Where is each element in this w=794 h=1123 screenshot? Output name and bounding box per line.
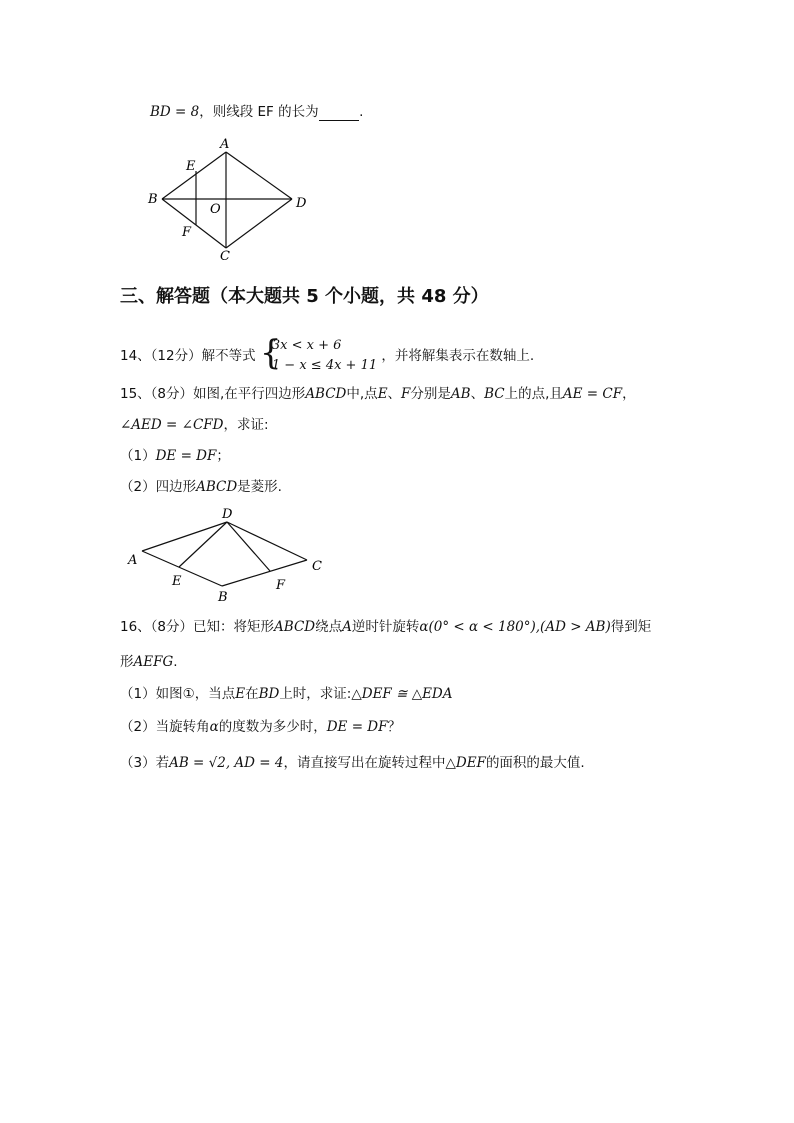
q15-text-c: 分别是 <box>410 386 451 402</box>
q15-text-d: 上的点,且 <box>504 386 563 402</box>
edge-ad <box>226 152 292 199</box>
q15-e: E <box>377 386 388 402</box>
q14-ineq2: 1 − x ≤ 4x + 11 <box>271 358 378 373</box>
q15-p1-end: ； <box>216 448 230 464</box>
label-b: B <box>148 192 158 207</box>
q16-p3-tri: △DEF <box>445 755 486 771</box>
edge-ba <box>142 551 222 586</box>
label-e: E <box>172 574 182 589</box>
q16-text-d: 得到矩 <box>610 619 652 635</box>
q15-prove: ，求证: <box>223 417 269 433</box>
edge-dc <box>227 522 307 560</box>
q16-line2 <box>120 653 178 671</box>
label-a: A <box>220 137 230 152</box>
label-c: C <box>312 559 322 574</box>
edge-ad <box>142 522 227 551</box>
segment-de <box>179 522 227 567</box>
label-d: D <box>222 507 233 522</box>
q16-p3-a: （3）若 <box>120 755 170 771</box>
q16-alpha-range: α(0° < α < 180°),(AD > AB) <box>419 619 611 635</box>
label-b: B <box>218 590 228 605</box>
q16-part1 <box>120 685 453 703</box>
q15-p2-expr: ABCD <box>196 479 238 495</box>
q16-p3-b: ，请直接写出在旋转过程中 <box>283 755 446 771</box>
q16-text-a: 16、（8分）已知：将矩形 <box>120 619 275 635</box>
q15-text-b: 中,点 <box>346 386 378 402</box>
q15-p2-label: （2）四边形 <box>120 479 197 495</box>
q15-part1 <box>120 447 230 465</box>
q15-cond: AE = CF <box>562 386 623 402</box>
q15-line2 <box>120 416 269 434</box>
q13-blank: ______ <box>318 104 360 120</box>
q16-period: . <box>173 654 178 670</box>
q15-abcd: ABCD <box>305 386 347 402</box>
q13-text: ，则线段 EF 的长为 <box>199 104 319 120</box>
q16-line1 <box>120 618 651 636</box>
q16-aefg: AEFG <box>133 654 174 670</box>
label-o: O <box>210 202 221 217</box>
q16-p1-expr: △DEF ≅ △EDA <box>351 686 453 702</box>
q15-angle: ∠AED = ∠CFD <box>120 417 224 433</box>
brace-icon: { <box>259 333 282 373</box>
q16-p3-c: 的面积的最大值. <box>485 755 585 771</box>
q16-p2-expr: DE = DF <box>326 719 388 735</box>
q16-p1-b: 在 <box>245 686 259 702</box>
label-d: D <box>296 196 307 211</box>
q14-ineq1: 3x < x + 6 <box>271 338 342 353</box>
q15-bc: BC <box>484 386 505 402</box>
q15-p1-expr: DE = DF <box>155 448 217 464</box>
label-f: F <box>182 225 192 240</box>
q16-abcd: ABCD <box>274 619 316 635</box>
q13-expr: BD = 8 <box>150 104 200 120</box>
label-f: F <box>276 578 286 593</box>
q13-tail-line <box>150 103 363 121</box>
q15-p2-end: 是菱形. <box>237 479 282 495</box>
q16-p2-alpha: α <box>209 719 219 735</box>
q16-p2-b: 的度数为多少时， <box>218 719 327 735</box>
q15-p1-label: （1） <box>120 448 156 464</box>
q15-text-a: 15、（8分）如图,在平行四边形 <box>120 386 306 402</box>
q15-line1 <box>120 385 636 403</box>
q16-p1-c: 上时，求证: <box>279 686 352 702</box>
q16-part2 <box>120 718 401 736</box>
edge-cd <box>226 199 292 248</box>
q16-a: A <box>342 619 352 635</box>
q14-line <box>120 333 535 376</box>
q16-p3-expr: AB = √2, AD = 4 <box>169 755 284 771</box>
q15-part2 <box>120 478 282 496</box>
q16-p1-bd: BD <box>258 686 280 702</box>
q16-p1-e: E <box>235 686 246 702</box>
q16-part3 <box>120 754 585 772</box>
q15-sep: 、 <box>387 386 402 402</box>
q16-p2-a: （2）当旋转角 <box>120 719 210 735</box>
figure-rhombus <box>140 135 320 265</box>
q16-p2-c: ？ <box>387 719 401 735</box>
q15-ab: AB <box>450 386 471 402</box>
q15-f: F <box>401 386 411 402</box>
q15-comma: ， <box>622 386 636 402</box>
q16-text-e: 形 <box>120 654 134 670</box>
section-title: 三、解答题（本大题共 5 个小题，共 48 分） <box>120 286 489 307</box>
label-a: A <box>128 553 138 568</box>
label-c: C <box>220 249 230 264</box>
segment-df <box>227 522 270 571</box>
label-e: E <box>186 159 196 174</box>
q15-sep2: 、 <box>470 386 485 402</box>
figure-parallelogram <box>122 505 332 605</box>
q16-text-b: 绕点 <box>315 619 343 635</box>
q14-system <box>259 333 378 376</box>
q16-text-c: 逆时针旋转 <box>351 619 420 635</box>
q13-end: . <box>359 104 364 120</box>
q14-tail: ，并将解集表示在数轴上. <box>381 348 535 364</box>
q14-number: 14、（12分）解不等式 <box>120 348 256 364</box>
q16-p1-a: （1）如图①，当点 <box>120 686 236 702</box>
